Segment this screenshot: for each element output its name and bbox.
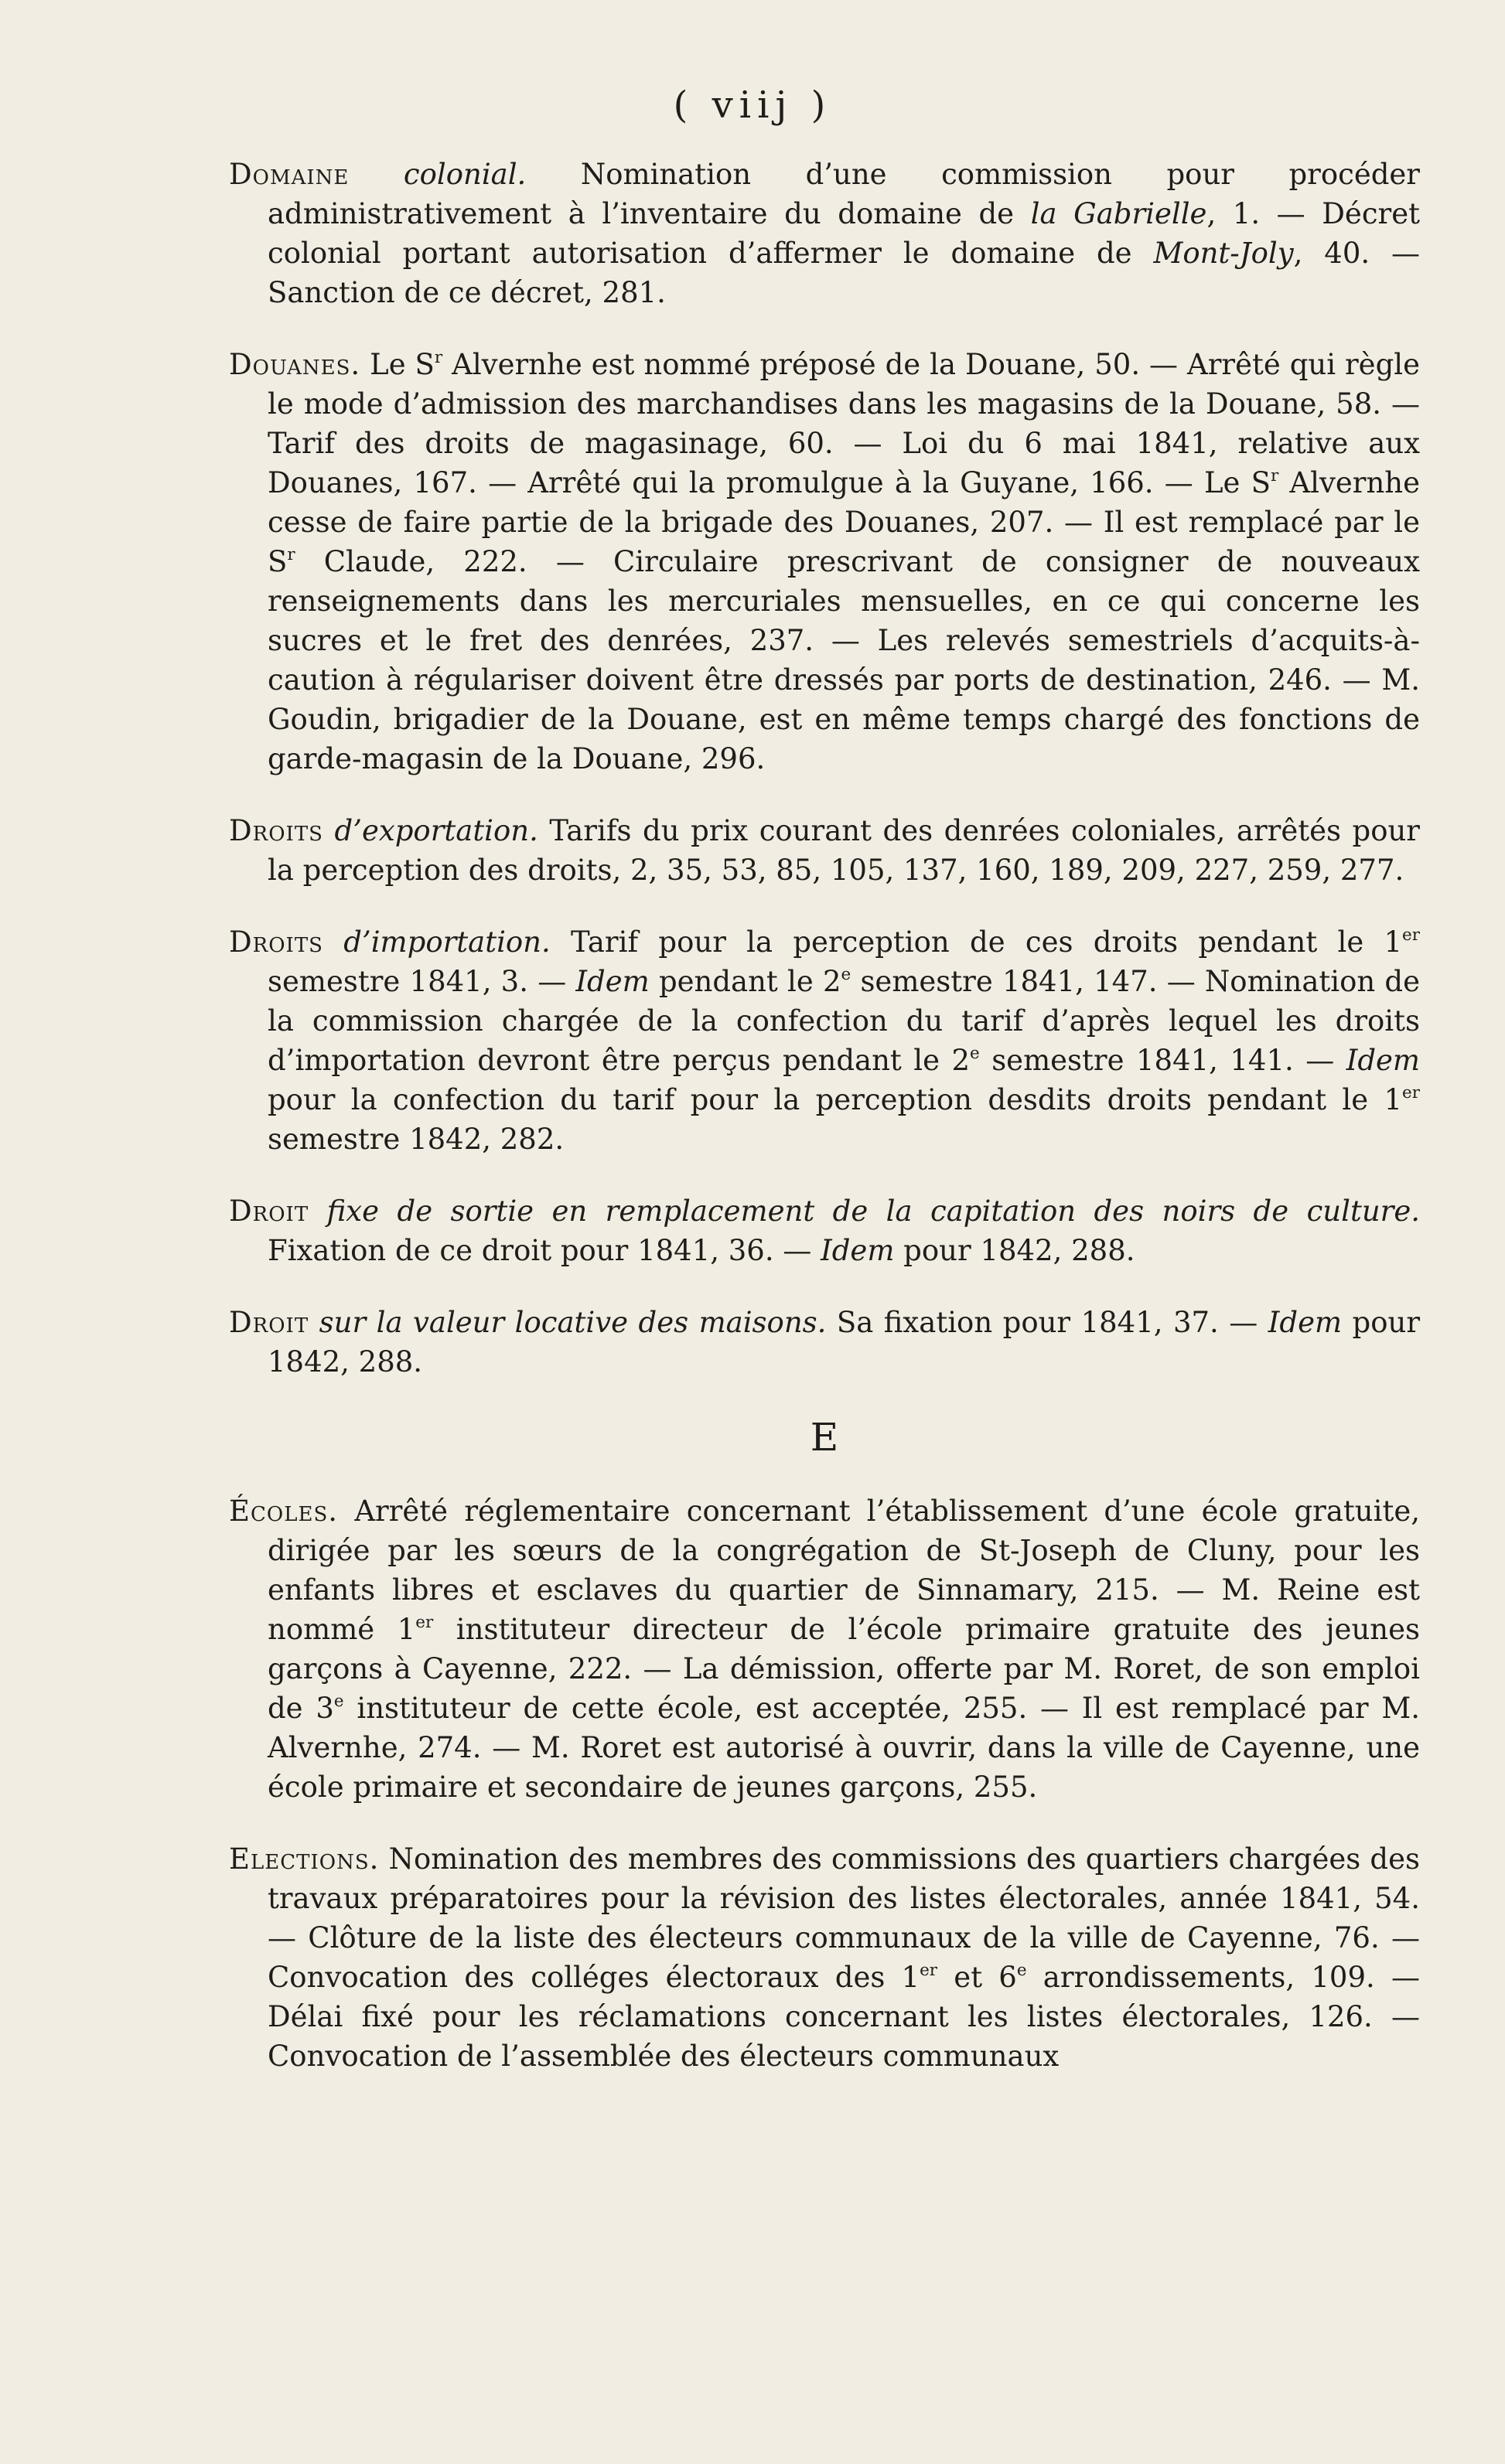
entry-text: Nomination des membres des commissions des quartiers chargées des travaux préparatoires pour la révision des listes électorales, année 1841, 54. — Clôture de la liste des électeurs communaux de la ville de Cayenne, 76. — Convocation des colléges électoraux des 1	[268, 1842, 1420, 1994]
entry-text: Idem	[1268, 1306, 1343, 1339]
superscript: e	[841, 964, 851, 984]
entry-heading: Droit	[229, 1306, 309, 1339]
entry-heading: Droit	[229, 1195, 309, 1228]
superscript: er	[1402, 925, 1420, 945]
index-entry	[229, 1191, 1420, 1270]
entry-text: semestre 1842, 282.	[268, 1123, 565, 1156]
superscript: r	[434, 347, 443, 367]
index-entry	[229, 1303, 1420, 1382]
entry-text: Claude, 222. — Circulaire prescrivant de consigner de nouveaux renseignements dans les mercuriales mensuelles, en ce qui concerne les sucres et le fret des denrées, 237. — Les relevés semestriels d’acquits-à-caution à régulariser doivent être dressés par ports de destination, 246. — M. Goudin, brigadier de la Douane, est en même temps chargé des fonctions de garde-magasin de la Douane, 296.	[268, 545, 1420, 775]
entry-text: instituteur de cette école, est acceptée, 255. — Il est remplacé par M. Alvernhe, 274. — M. Roret est autorisé à ouvrir, dans la ville de Cayenne, une école primaire et secondaire de jeunes garçons, 255.	[268, 1692, 1420, 1804]
index-entry	[229, 1839, 1420, 2076]
entries-e	[229, 1491, 1420, 2076]
entry-text: Nomination d’une commission pour procéder administrativement à l’inventaire du domaine de	[268, 158, 1420, 230]
entry-subheading: colonial.	[403, 158, 527, 191]
entry-heading: Douanes.	[229, 348, 361, 381]
entry-text: semestre 1841, 3. —	[268, 965, 576, 998]
superscript: er	[920, 1960, 938, 1980]
entry-text: Tarif pour la perception de ces droits pendant le 1	[550, 925, 1403, 959]
entry-text: Alvernhe est nommé préposé de la Douane, 50. — Arrêté qui règle le mode d’admission des marchandises dans les magasins de la Douane, 58. — Tarif des droits de magasinage, 60. — Loi du 6 mai 1841, relative aux Douanes, 167. — Arrêté qui la promulgue à la Guyane, 166. — Le S	[268, 348, 1420, 499]
entry-text: Alvernhe cesse de faire partie de la brigade des Douanes, 207. — Il est remplacé par le S	[268, 466, 1421, 578]
entry-text: Le S	[360, 348, 435, 381]
entry-text: Fixation de ce droit pour 1841, 36. —	[268, 1234, 821, 1267]
entry-text: Idem	[1346, 1044, 1420, 1077]
superscript: er	[1402, 1082, 1420, 1102]
entry-heading: Écoles.	[229, 1494, 339, 1528]
entry-text: pour la confection du tarif pour la perception desdits droits pendant le 1	[268, 1083, 1403, 1116]
entry-subheading: d’importation.	[343, 925, 551, 959]
index-column	[229, 155, 1420, 2108]
entry-heading: Elections.	[229, 1842, 380, 1876]
index-entry	[229, 345, 1420, 779]
entry-subheading: fixe de sortie en remplacement de la capitation des noirs de culture.	[326, 1195, 1421, 1228]
entry-text: pendant le 2	[649, 965, 841, 998]
section-letter: E	[810, 1415, 839, 1460]
index-entry	[229, 1491, 1420, 1807]
entry-text: , 40. — Sanction de ce décret, 281.	[268, 237, 1420, 309]
entry-text: instituteur directeur de l’école primaire gratuite des jeunes garçons à Cayenne, 222. — La démission, offerte par M. Roret, de son emploi de 3	[268, 1613, 1420, 1725]
entry-text: pour 1842, 288.	[268, 1306, 1421, 1379]
entry-text: Arrêté réglementaire concernant l’établissement d’une école gratuite, dirigée par les sœurs de la congrégation de St-Joseph de Cluny, pour les enfants libres et esclaves du quartier de Sinnamary, 215. — M. Reine est nommé 1	[268, 1494, 1420, 1646]
entry-text: la Gabrielle	[1030, 197, 1207, 230]
entry-text: Idem	[575, 965, 650, 998]
entry-heading: Droits	[229, 814, 323, 847]
page-number: ( viij )	[673, 83, 832, 127]
superscript: er	[415, 1612, 434, 1632]
superscript: e	[970, 1043, 980, 1063]
superscript: r	[287, 544, 295, 564]
entry-text: Tarifs du prix courant des denrées coloniales, arrêtés pour la perception des droits, 2, 35, 53, 85, 105, 137, 160, 189, 209, 227, 259, 277.	[268, 814, 1420, 887]
entry-subheading: sur la valeur locative des maisons.	[319, 1306, 827, 1339]
entry-text: arrondissements, 109. — Délai fixé pour les réclamations concernant les listes électorales, 126. — Convocation de l’assemblée des électeurs communaux	[268, 1961, 1420, 2073]
entry-subheading: d’exportation.	[334, 814, 538, 847]
entry-heading: Droits	[229, 925, 323, 959]
entries-d	[229, 155, 1420, 1382]
superscript: e	[333, 1691, 344, 1711]
entry-text: Mont-Joly	[1153, 237, 1294, 270]
entry-text: , 1. — Décret colonial portant autorisation d’affermer le domaine de	[268, 197, 1420, 270]
entry-text: et 6	[937, 1961, 1017, 1994]
index-entry	[229, 922, 1420, 1159]
superscript: r	[1270, 465, 1279, 486]
entry-text: Sa fixation pour 1841, 37. —	[826, 1306, 1268, 1339]
superscript: e	[1016, 1960, 1027, 1980]
index-entry	[229, 811, 1420, 890]
entry-text: Idem	[821, 1234, 895, 1267]
entry-heading: Domaine	[229, 158, 350, 191]
entry-text: semestre 1841, 147. — Nomination de la commission chargée de la confection du tarif d’après lequel les droits d’importation devront être perçus pendant le 2	[268, 965, 1420, 1077]
entry-text: semestre 1841, 141. —	[979, 1044, 1346, 1077]
entry-text: pour 1842, 288.	[894, 1234, 1135, 1267]
index-entry	[229, 155, 1420, 312]
